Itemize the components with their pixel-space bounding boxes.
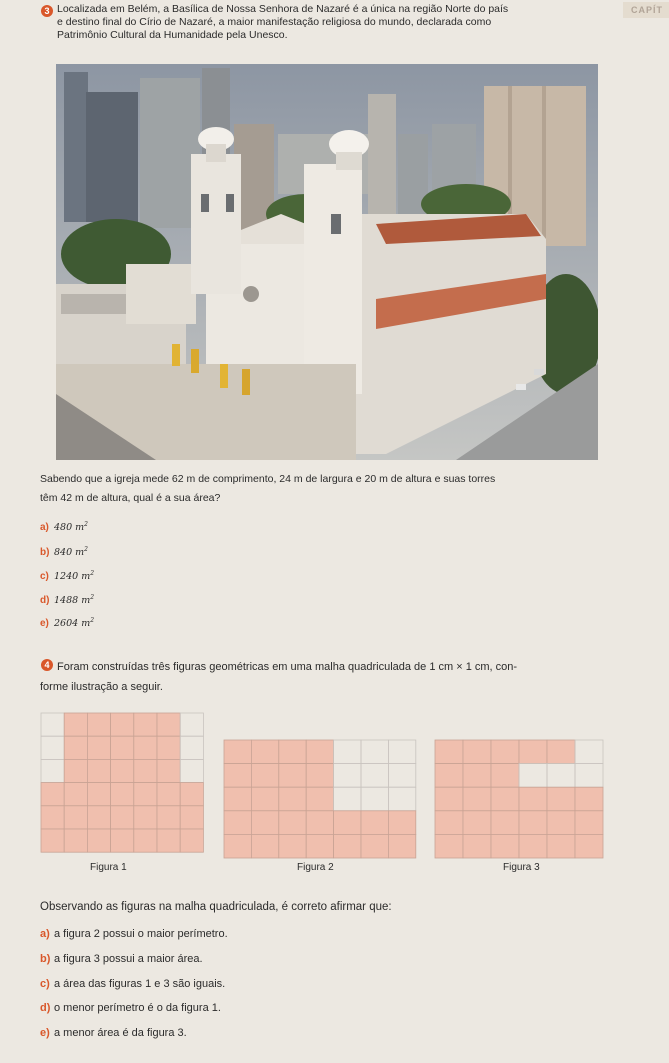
q3-option-a[interactable] <box>40 521 88 533</box>
grid-cell <box>87 759 110 782</box>
basilica-photo-illustration <box>56 64 598 460</box>
q3-option-a-value: 480 m <box>54 522 85 534</box>
grid-cell <box>41 806 64 829</box>
question-4-prompt: Observando as figuras na malha quadriculada, é correto afirmar que: <box>40 901 392 913</box>
grid-cell <box>111 806 134 829</box>
grid-cell <box>575 811 603 835</box>
grid-cell <box>306 811 333 835</box>
q3-option-e[interactable] <box>40 617 94 629</box>
grid-cell <box>575 834 603 858</box>
grid-cell <box>279 811 306 835</box>
grid-cell <box>180 783 203 806</box>
grid-cell <box>575 740 603 764</box>
q3-option-b-value: 840 m <box>54 547 85 559</box>
q3-option-d-exponent: 2 <box>90 594 95 601</box>
intro-line-2: e destino final do Círio de Nazaré, a maior manifestação religiosa do mundo, declarada como <box>57 16 492 28</box>
grid-cell <box>547 764 575 788</box>
grid-cell <box>519 834 547 858</box>
grid-cell <box>388 764 415 788</box>
grid-cell <box>306 834 333 858</box>
grid-cell <box>134 829 157 852</box>
question-3-line-2: têm 42 m de altura, qual é a sua área? <box>40 492 221 504</box>
grid-cell <box>111 736 134 759</box>
question-3-badge: 3 <box>41 5 53 17</box>
q3-option-d-letter: d) <box>40 595 50 607</box>
grid-figures <box>38 710 613 860</box>
grid-cell <box>224 764 251 788</box>
grid-cell <box>64 736 87 759</box>
q4-option-e-text: a menor área é da figura 3. <box>54 1027 187 1039</box>
figure-2-label: Figura 2 <box>297 862 334 873</box>
grid-cell <box>361 740 388 764</box>
grid-cell <box>547 740 575 764</box>
grid-cell <box>575 764 603 788</box>
grid-cell <box>180 806 203 829</box>
grid-cell <box>491 834 519 858</box>
q4-option-d-text: o menor perímetro é o da figura 1. <box>54 1002 221 1014</box>
q4-option-b-text: a figura 3 possui a maior área. <box>54 953 203 965</box>
grid-cell <box>180 713 203 736</box>
q3-option-a-letter: a) <box>40 522 49 534</box>
q3-option-d-value: 1488 m <box>54 595 91 607</box>
grid-cell <box>251 811 278 835</box>
q3-option-c-letter: c) <box>40 571 49 583</box>
grid-cell <box>87 806 110 829</box>
grid-cell <box>306 740 333 764</box>
q3-option-b[interactable] <box>40 546 88 558</box>
q3-option-c-value: 1240 m <box>54 571 91 583</box>
grid-cell <box>134 783 157 806</box>
grid-cell <box>463 811 491 835</box>
grid-cell <box>41 736 64 759</box>
grid-cell <box>111 759 134 782</box>
grid-cell <box>388 834 415 858</box>
grid-cell <box>251 764 278 788</box>
grid-cell <box>388 740 415 764</box>
grid-cell <box>279 834 306 858</box>
grid-cell <box>64 759 87 782</box>
grid-cell <box>251 834 278 858</box>
question-4-stem-line-1: Foram construídas três figuras geométricas em uma malha quadriculada de 1 cm × 1 cm, con- <box>57 661 518 673</box>
grid-cell <box>334 740 361 764</box>
grid-cell <box>361 764 388 788</box>
grid-cell <box>361 787 388 811</box>
grid-cell <box>224 740 251 764</box>
grid-cell <box>519 740 547 764</box>
grid-cell <box>180 829 203 852</box>
grid-cell <box>361 811 388 835</box>
figure-3-shape <box>435 740 603 858</box>
grid-cell <box>334 764 361 788</box>
q4-option-d[interactable] <box>40 1002 221 1014</box>
grid-cell <box>519 787 547 811</box>
q3-option-a-exponent: 2 <box>84 521 88 528</box>
q3-option-b-letter: b) <box>40 547 50 559</box>
grid-cell <box>463 740 491 764</box>
q3-option-d[interactable] <box>40 594 94 606</box>
grid-cell <box>491 811 519 835</box>
figure-1-label: Figura 1 <box>90 862 127 873</box>
q4-option-c[interactable] <box>40 978 225 990</box>
grid-cell <box>180 759 203 782</box>
figure-2-shape <box>224 740 416 858</box>
grid-cell <box>334 811 361 835</box>
grid-cell <box>157 783 180 806</box>
grid-cell <box>463 787 491 811</box>
grid-cell <box>157 713 180 736</box>
grid-cell <box>87 713 110 736</box>
grid-cell <box>134 713 157 736</box>
intro-line-1: Localizada em Belém, a Basílica de Nossa Senhora de Nazaré é a única na região Norte do país <box>57 3 509 15</box>
q4-option-c-letter: c) <box>40 978 50 990</box>
grid-cell <box>251 787 278 811</box>
grid-cell <box>251 740 278 764</box>
grid-cell <box>491 764 519 788</box>
grid-cell <box>41 759 64 782</box>
grid-cell <box>388 787 415 811</box>
grid-cell <box>134 736 157 759</box>
grid-cell <box>64 829 87 852</box>
figure-1-shape <box>41 713 203 852</box>
question-3-line-1: Sabendo que a igreja mede 62 m de comprimento, 24 m de largura e 20 m de altura e suas torres <box>40 473 496 485</box>
grid-cell <box>463 834 491 858</box>
question-4-badge: 4 <box>41 659 53 671</box>
grid-cell <box>87 736 110 759</box>
grid-cell <box>547 787 575 811</box>
grid-cell <box>491 787 519 811</box>
grid-cell <box>575 787 603 811</box>
chapter-tag: CAPÍT <box>623 2 669 18</box>
grid-cell <box>111 713 134 736</box>
q4-option-b-letter: b) <box>40 953 51 965</box>
grid-cell <box>41 713 64 736</box>
grid-cell <box>41 783 64 806</box>
intro-line-3: Patrimônio Cultural da Humanidade pela Unesco. <box>57 29 288 41</box>
figure-3-label: Figura 3 <box>503 862 540 873</box>
grid-cell <box>157 759 180 782</box>
grid-cell <box>279 787 306 811</box>
grid-cell <box>180 736 203 759</box>
q4-option-e-letter: e) <box>40 1027 50 1039</box>
grid-cell <box>157 806 180 829</box>
grid-cell <box>361 834 388 858</box>
grid-cell <box>64 713 87 736</box>
grid-cell <box>547 834 575 858</box>
grid-cell <box>435 787 463 811</box>
grid-cell <box>134 759 157 782</box>
q4-option-c-text: a área das figuras 1 e 3 são iguais. <box>54 978 226 990</box>
grid-cell <box>64 783 87 806</box>
grid-cell <box>306 787 333 811</box>
grid-cell <box>224 811 251 835</box>
q3-option-c-exponent: 2 <box>90 570 95 577</box>
q4-option-a-letter: a) <box>40 928 50 940</box>
grid-cell <box>157 736 180 759</box>
grid-cell <box>111 829 134 852</box>
grid-cell <box>157 829 180 852</box>
grid-cell <box>224 787 251 811</box>
q4-option-d-letter: d) <box>40 1002 51 1014</box>
grid-cell <box>435 811 463 835</box>
q4-option-b[interactable] <box>40 953 203 965</box>
grid-cell <box>87 783 110 806</box>
basilica-photo <box>56 64 598 460</box>
q3-option-c[interactable] <box>40 570 94 582</box>
q4-option-a-text: a figura 2 possui o maior perímetro. <box>54 928 228 940</box>
grid-cell <box>463 764 491 788</box>
q4-option-e[interactable] <box>40 1027 187 1039</box>
grid-cell <box>279 764 306 788</box>
grid-cell <box>519 811 547 835</box>
question-4-stem-line-2: forme ilustração a seguir. <box>40 681 163 693</box>
grid-cell <box>224 834 251 858</box>
question-3-intro <box>57 3 617 42</box>
q3-option-e-letter: e) <box>40 618 49 630</box>
q4-option-a[interactable] <box>40 928 228 940</box>
grid-cell <box>435 740 463 764</box>
grid-cell <box>491 740 519 764</box>
grid-cell <box>334 834 361 858</box>
grid-cell <box>41 829 64 852</box>
q3-option-b-exponent: 2 <box>84 546 88 553</box>
question-4-stem <box>40 657 640 697</box>
grid-cell <box>134 806 157 829</box>
question-3-text <box>40 473 630 505</box>
grid-cell <box>87 829 110 852</box>
grid-cell <box>64 806 87 829</box>
grid-cell <box>279 740 306 764</box>
grid-cell <box>547 811 575 835</box>
grid-cell <box>519 764 547 788</box>
grid-cell <box>435 764 463 788</box>
grid-cell <box>111 783 134 806</box>
grid-cell <box>334 787 361 811</box>
q3-option-e-value: 2604 m <box>54 618 91 630</box>
grid-cell <box>306 764 333 788</box>
q3-option-e-exponent: 2 <box>90 617 95 624</box>
grid-cell <box>388 811 415 835</box>
grid-cell <box>435 834 463 858</box>
